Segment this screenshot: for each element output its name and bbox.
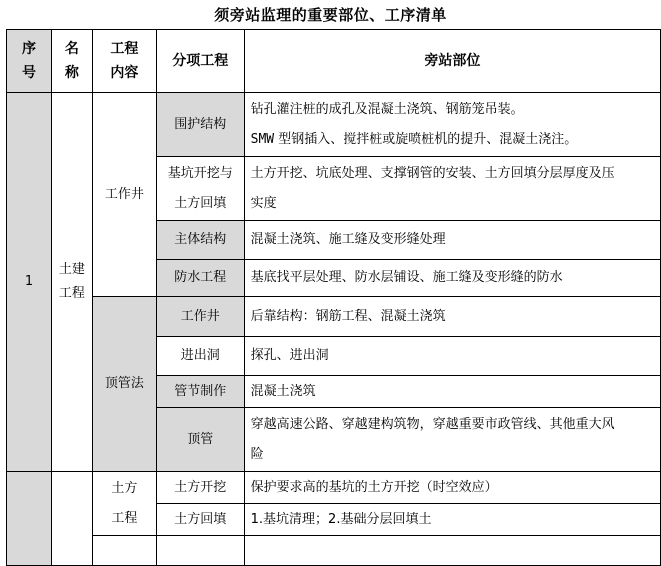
sub-cell: 土方回填 (156, 504, 244, 536)
header-sub: 分项工程 (156, 30, 244, 93)
site-cell: 钻孔灌注桩的成孔及混凝土浇筑、钢筋笼吊装。 SMW 型钢插入、搅拌桩或旋喷桩机的提升、混凝土浇注。 (244, 93, 660, 157)
content-cell-partial (92, 536, 156, 566)
site-cell: 土方开挖、坑底处理、支撑钢管的安装、土方回填分层厚度及压 实度 (244, 157, 660, 221)
content-cell-jacking: 顶管法 (92, 297, 156, 472)
site-cell: 1.基坑清理；2.基础分层回填土 (244, 504, 660, 536)
sub-cell: 管节制作 (156, 376, 244, 408)
supervision-table (6, 29, 661, 566)
header-name: 名 称 (51, 30, 92, 93)
sub-cell: 工作井 (156, 297, 244, 337)
site-cell: 探孔、进出洞 (244, 337, 660, 376)
site-cell: 穿越高速公路、穿越建构筑物，穿越重要市政管线、其他重大风 险 (244, 408, 660, 472)
sub-cell: 顶管 (156, 408, 244, 472)
seq-cell-2 (7, 472, 52, 566)
sub-cell: 主体结构 (156, 221, 244, 260)
site-cell: 混凝土浇筑、施工缝及变形缝处理 (244, 221, 660, 260)
site-cell: 混凝土浇筑 (244, 376, 660, 408)
header-site: 旁站部位 (244, 30, 660, 93)
site-cell: 后靠结构：钢筋工程、混凝土浇筑 (244, 297, 660, 337)
sub-cell: 围护结构 (156, 93, 244, 157)
table-row (7, 93, 661, 157)
name-cell-2 (51, 472, 92, 566)
sub-cell: 基坑开挖与 土方回填 (156, 157, 244, 221)
sub-cell: 进出洞 (156, 337, 244, 376)
seq-cell: 1 (7, 93, 52, 472)
site-cell-partial (244, 536, 660, 566)
table-row (7, 297, 661, 337)
sub-cell-partial (156, 536, 244, 566)
table-row (7, 472, 661, 504)
table-header-row (7, 30, 661, 93)
table-row (7, 536, 661, 566)
content-cell-shaft: 工作井 (92, 93, 156, 297)
content-cell-earthwork: 土方 工程 (92, 472, 156, 536)
sub-cell: 土方开挖 (156, 472, 244, 504)
page-title: 须旁站监理的重要部位、工序清单 (214, 6, 447, 24)
site-cell: 保护要求高的基坑的土方开挖（时空效应） (244, 472, 660, 504)
header-seq: 序 号 (7, 30, 52, 93)
site-cell: 基底找平层处理、防水层铺设、施工缝及变形缝的防水 (244, 260, 660, 297)
name-cell: 土建 工程 (51, 93, 92, 472)
sub-cell: 防水工程 (156, 260, 244, 297)
header-content: 工程 内容 (92, 30, 156, 93)
